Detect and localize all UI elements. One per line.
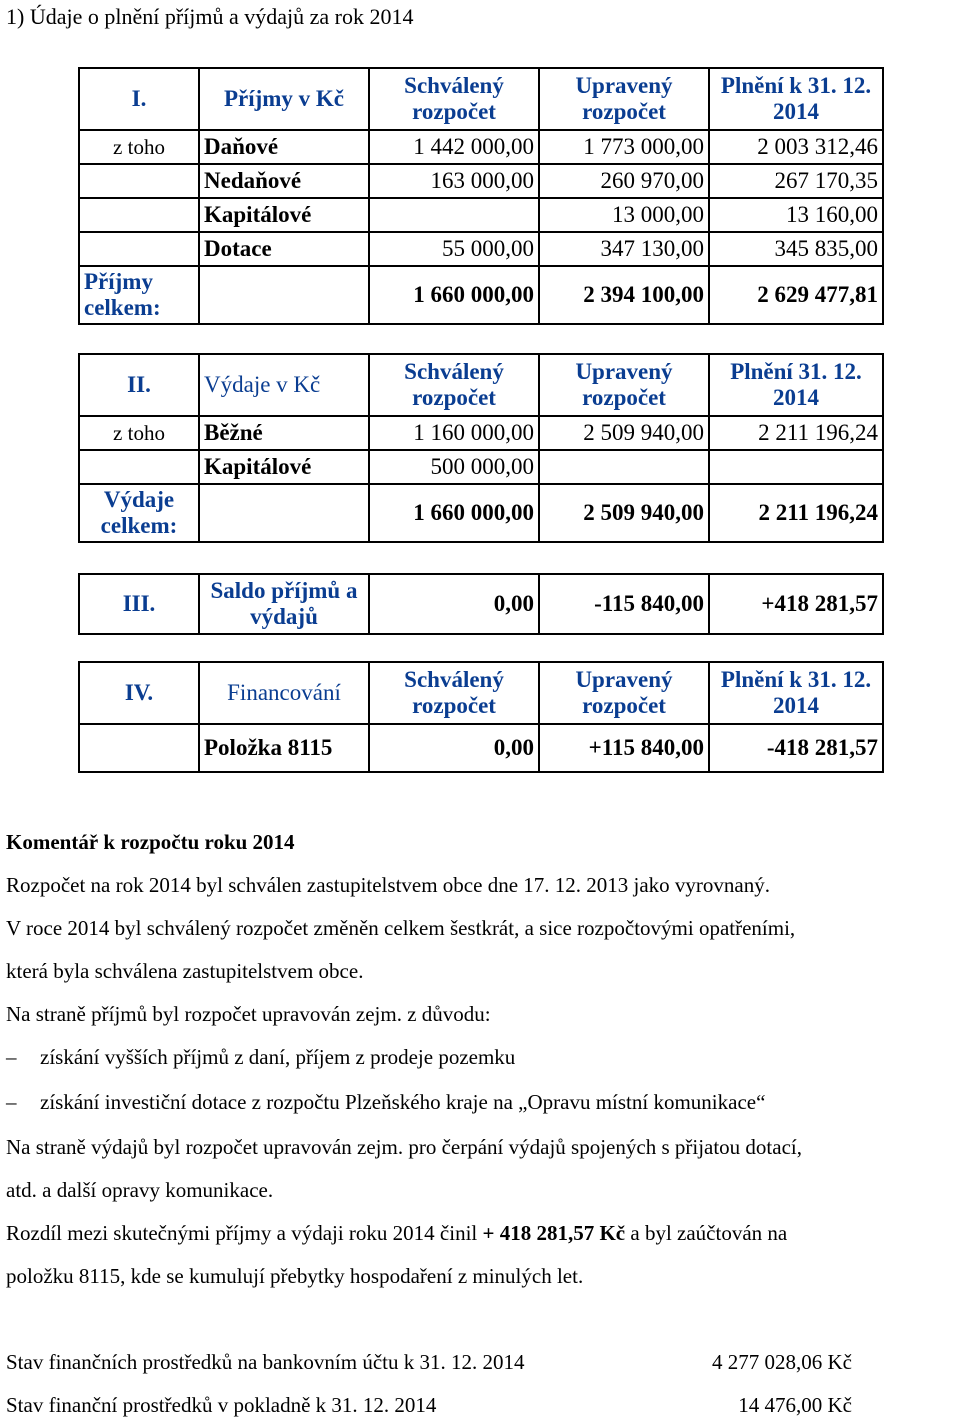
expenses-row-value: 2 509 940,00 <box>539 416 709 450</box>
financing-value: 0,00 <box>369 724 539 772</box>
income-row-value: 163 000,00 <box>369 164 539 198</box>
difference-text: Rozdíl mezi skutečnými příjmy a výdaji roku 2014 činil <box>6 1221 483 1245</box>
income-row-value <box>369 198 539 232</box>
page-heading: 1) Údaje o plnění příjmů a výdajů za rok 2014 <box>6 4 414 29</box>
bank-balance-value: 4 277 028,06 Kč <box>712 1350 852 1374</box>
comment-paragraph: položku 8115, kde se kumulují přebytky hospodaření z minulých let. <box>6 1264 584 1288</box>
financing-value: +115 840,00 <box>539 724 709 772</box>
income-roman: I. <box>79 68 199 130</box>
expenses-row-label: Kapitálové <box>199 450 369 484</box>
expenses-total-label: Výdaje celkem: <box>79 484 199 542</box>
expenses-empty-cell <box>199 484 369 542</box>
expenses-title: Výdaje v Kč <box>199 354 369 416</box>
cash-balance-value: 14 476,00 Kč <box>738 1393 852 1417</box>
comment-paragraph: atd. a další opravy komunikace. <box>6 1178 274 1202</box>
income-col-actual: Plnění k 31. 12. 2014 <box>709 68 883 130</box>
comment-bullet: získání investiční dotace z rozpočtu Plzeňského kraje na „Opravu místní komunikace“ <box>40 1090 766 1114</box>
comment-paragraph: Na straně výdajů byl rozpočet upravován zejm. pro čerpání výdajů spojených s přijatou dotací, <box>6 1135 802 1159</box>
income-row-value: 55 000,00 <box>369 232 539 266</box>
expenses-total-value: 2 211 196,24 <box>709 484 883 542</box>
expenses-row-label: Běžné <box>199 416 369 450</box>
income-col-adjusted: Upravený rozpočet <box>539 68 709 130</box>
income-row-label: Nedaňové <box>199 164 369 198</box>
financing-empty-cell <box>79 724 199 772</box>
comment-bullet: získání vyšších příjmů z daní, příjem z prodeje pozemku <box>40 1045 516 1069</box>
comment-paragraph: Na straně příjmů byl rozpočet upravován zejm. z důvodu: <box>6 1002 491 1026</box>
income-empty-cell <box>79 198 199 232</box>
income-col-approved: Schválený rozpočet <box>369 68 539 130</box>
comment-paragraph: V roce 2014 byl schválený rozpočet změněn celkem šestkrát, a sice rozpočtovými opatřeními, <box>6 916 796 940</box>
comment-paragraph: která byla schválena zastupitelstvem obce. <box>6 959 364 983</box>
financing-value: -418 281,57 <box>709 724 883 772</box>
income-empty-cell <box>199 266 369 324</box>
financing-row-label: Položka 8115 <box>199 724 369 772</box>
expenses-row-value: 1 160 000,00 <box>369 416 539 450</box>
income-table <box>78 67 884 325</box>
income-total-value: 2 629 477,81 <box>709 266 883 324</box>
saldo-label: Saldo příjmů a výdajů <box>199 574 369 634</box>
income-total-value: 1 660 000,00 <box>369 266 539 324</box>
dash-bullet: – <box>6 1045 17 1069</box>
saldo-value: +418 281,57 <box>709 574 883 634</box>
income-row-value: 13 160,00 <box>709 198 883 232</box>
income-empty-cell <box>79 232 199 266</box>
expenses-row-value <box>539 450 709 484</box>
difference-amount: + 418 281,57 Kč <box>482 1221 626 1245</box>
income-row-label: Dotace <box>199 232 369 266</box>
saldo-value: 0,00 <box>369 574 539 634</box>
comment-title: Komentář k rozpočtu roku 2014 <box>6 830 295 854</box>
saldo-roman: III. <box>79 574 199 634</box>
expenses-total-value: 2 509 940,00 <box>539 484 709 542</box>
income-row-label: Daňové <box>199 130 369 164</box>
expenses-roman: II. <box>79 354 199 416</box>
income-row-value: 2 003 312,46 <box>709 130 883 164</box>
saldo-value: -115 840,00 <box>539 574 709 634</box>
expenses-col-actual: Plnění 31. 12. 2014 <box>709 354 883 416</box>
expenses-table <box>78 353 884 543</box>
bank-balance-label: Stav finančních prostředků na bankovním účtu k 31. 12. 2014 <box>6 1350 525 1374</box>
expenses-total-value: 1 660 000,00 <box>369 484 539 542</box>
income-row-value: 347 130,00 <box>539 232 709 266</box>
expenses-ztoho: z toho <box>79 416 199 450</box>
income-title: Příjmy v Kč <box>199 68 369 130</box>
saldo-table <box>78 573 884 635</box>
expenses-col-approved: Schválený rozpočet <box>369 354 539 416</box>
income-total-value: 2 394 100,00 <box>539 266 709 324</box>
income-row-value: 1 773 000,00 <box>539 130 709 164</box>
comment-paragraph <box>6 1221 787 1246</box>
expenses-row-value: 2 211 196,24 <box>709 416 883 450</box>
income-ztoho: z toho <box>79 130 199 164</box>
income-row-value: 260 970,00 <box>539 164 709 198</box>
income-row-value: 1 442 000,00 <box>369 130 539 164</box>
expenses-col-adjusted: Upravený rozpočet <box>539 354 709 416</box>
financing-title: Financování <box>199 662 369 724</box>
income-row-value: 267 170,35 <box>709 164 883 198</box>
financing-col-adjusted: Upravený rozpočet <box>539 662 709 724</box>
income-row-value: 13 000,00 <box>539 198 709 232</box>
income-row-value: 345 835,00 <box>709 232 883 266</box>
financing-roman: IV. <box>79 662 199 724</box>
cash-balance-label: Stav finanční prostředků v pokladně k 31. 12. 2014 <box>6 1393 437 1417</box>
financing-table <box>78 661 884 773</box>
expenses-empty-cell <box>79 450 199 484</box>
income-empty-cell <box>79 164 199 198</box>
difference-text: a byl zaúčtován na <box>625 1221 788 1245</box>
dash-bullet: – <box>6 1090 17 1114</box>
financing-col-actual: Plnění k 31. 12. 2014 <box>709 662 883 724</box>
expenses-row-value: 500 000,00 <box>369 450 539 484</box>
income-row-label: Kapitálové <box>199 198 369 232</box>
comment-paragraph: Rozpočet na rok 2014 byl schválen zastupitelstvem obce dne 17. 12. 2013 jako vyrovnaný. <box>6 873 770 897</box>
financing-col-approved: Schválený rozpočet <box>369 662 539 724</box>
income-total-label: Příjmy celkem: <box>79 266 199 324</box>
expenses-row-value <box>709 450 883 484</box>
